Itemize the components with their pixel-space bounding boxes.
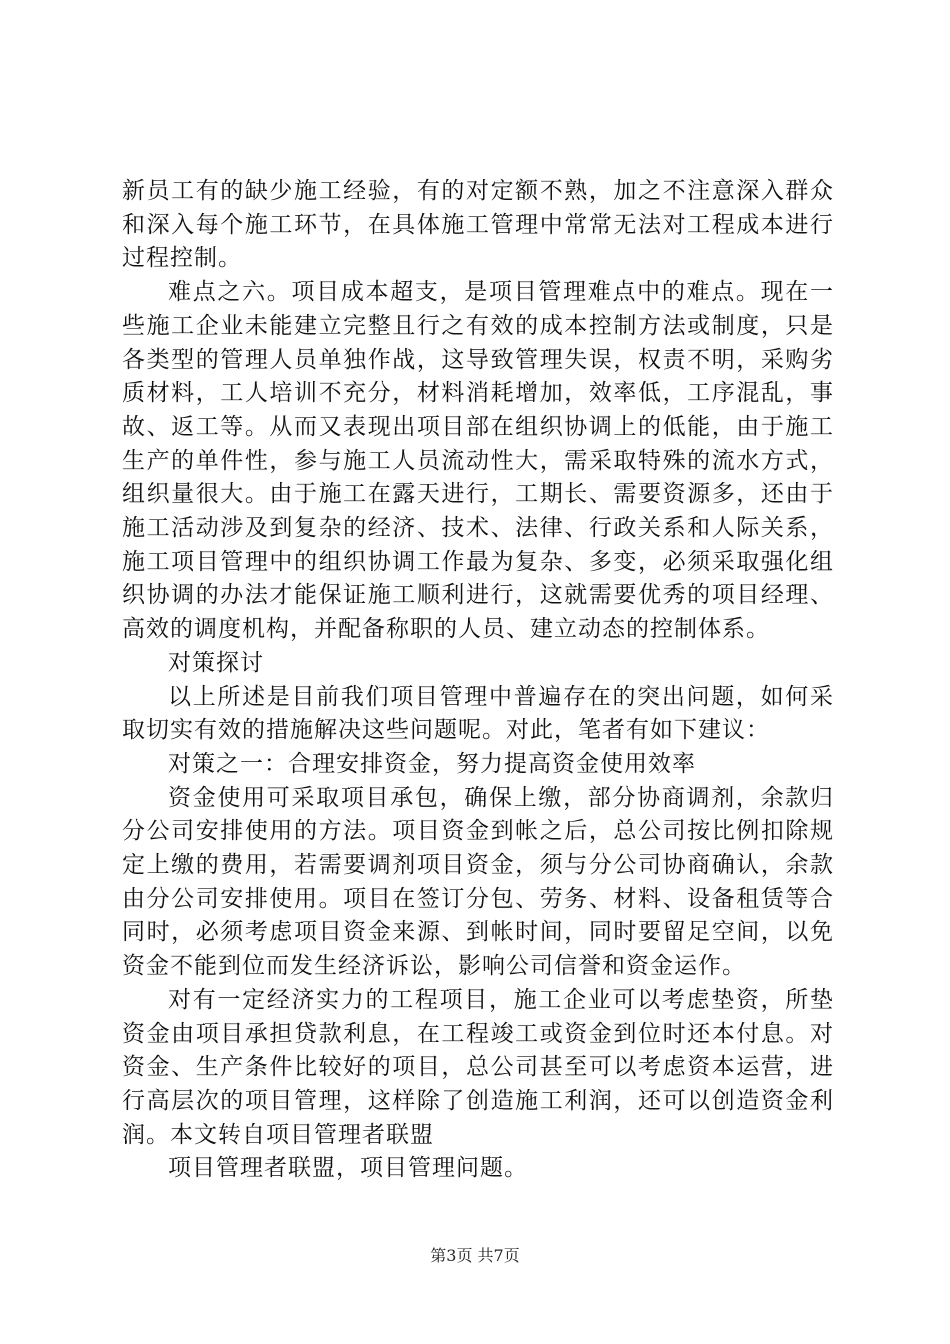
paragraph-4: 资金使用可采取项目承包，确保上缴，部分协商调剂，余款归分公司安排使用的方法。项目资金到帐之后，总公司按比例扣除规定上缴的费用，若需要调剂项目资金，须与分公司协商确认，余款由分公司安排使用。项目在签订分包、劳务、材料、设备租赁等合同时，必须考虑项目资金来源、到帐时间，同时要留足空间，以免资金不能到位而发生经济诉讼，影响公司信誉和资金运作。 (122, 784, 834, 980)
document-body (122, 175, 834, 1186)
paragraph-2: 难点之六。项目成本超支，是项目管理难点中的难点。现在一些施工企业未能建立完整且行之有效的成本控制方法或制度，只是各类型的管理人员单独作战，这导致管理失误，权责不明，采购劣质材料，工人培训不充分，材料消耗增加，效率低，工序混乱，事故、返工等。从而又表现出项目部在组织协调上的低能，由于施工生产的单件性，参与施工人员流动性大，需采取特殊的流水方式，组织量很大。由于施工在露天进行，工期长、需要资源多，还由于施工活动涉及到复杂的经济、技术、法律、行政关系和人际关系，施工项目管理中的组织协调工作最为复杂、多变，必须采取强化组织协调的办法才能保证施工顺利进行，这就需要优秀的项目经理、高效的调度机构，并配备称职的人员、建立动态的控制体系。 (122, 279, 834, 643)
paragraph-1: 新员工有的缺少施工经验，有的对定额不熟，加之不注意深入群众和深入每个施工环节，在具体施工管理中常常无法对工程成本进行过程控制。 (122, 178, 834, 272)
paragraph-5: 对有一定经济实力的工程项目，施工企业可以考虑垫资，所垫资金由项目承担贷款利息，在工程竣工或资金到位时还本付息。对资金、生产条件比较好的项目，总公司甚至可以考虑资本运营，进行高层次的项目管理，这样除了创造施工利润，还可以创造资金利润。本文转自项目管理者联盟 (122, 986, 834, 1148)
paragraph-3: 以上所述是目前我们项目管理中普遍存在的突出问题，如何采取切实有效的措施解决这些问题呢。对此，笔者有如下建议： (122, 683, 834, 744)
paragraph-6: 项目管理者联盟，项目管理问题。 (168, 1155, 528, 1182)
section-heading: 对策探讨 (168, 649, 264, 676)
subheading-strategy-1: 对策之一：合理安排资金，努力提高资金使用效率 (168, 750, 696, 777)
page-number-footer: 第3页 共7页 (430, 1246, 520, 1265)
